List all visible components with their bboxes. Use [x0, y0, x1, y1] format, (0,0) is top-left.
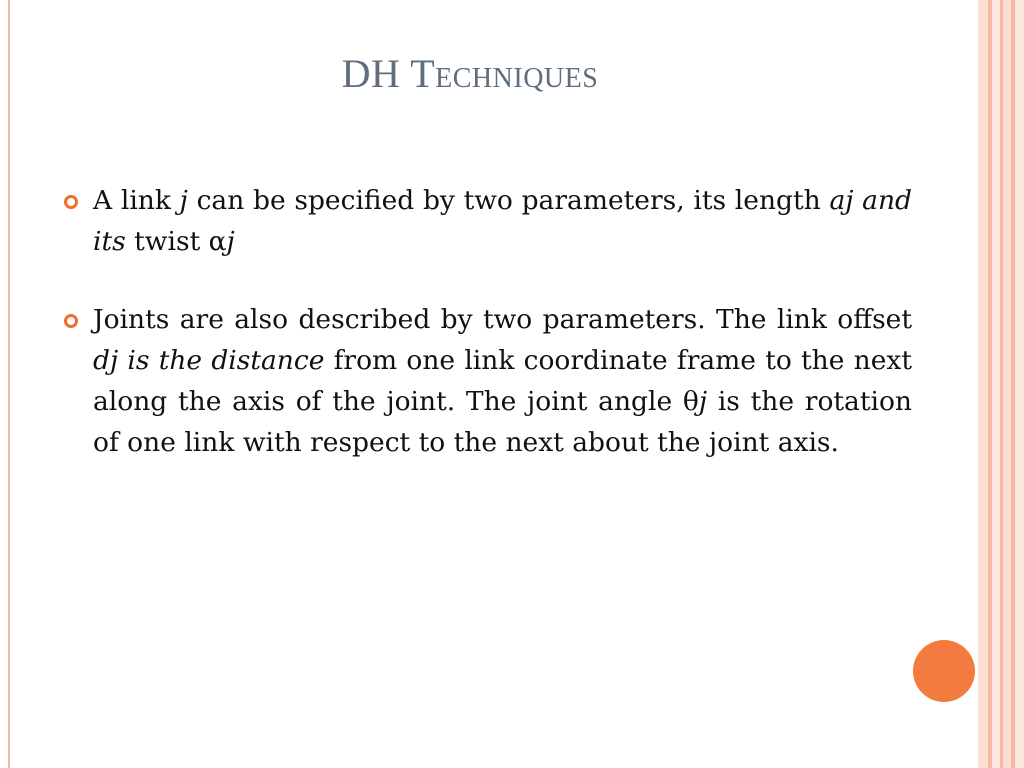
bullet-text-part: twist α [125, 226, 227, 257]
bullet-text-part: is the rotation of one link with respect to the next about the joint axis. [93, 386, 912, 458]
decorative-orb [913, 640, 975, 702]
bullet-circle-icon [64, 314, 78, 328]
bullet-text-part: A link [93, 185, 180, 216]
bullet-circle-icon [64, 195, 78, 209]
left-frame-line [8, 0, 10, 768]
bullet-text-part: Joints are also described by two parameters. The link offset [93, 304, 912, 335]
right-frame-stripe [992, 0, 1000, 768]
right-frame-stripe [978, 0, 988, 768]
bullet-text-part: j [179, 185, 188, 216]
bullet-text-part: dj is the distance [93, 345, 325, 376]
bullet-text-part: j [698, 386, 708, 417]
bullet-text-part: from one link coordinate frame to the next along the axis of the joint. The joint angle θ [93, 345, 912, 417]
slide-content [60, 180, 912, 500]
right-frame-stripe [1003, 0, 1011, 768]
slide-title: DH Techniques [341, 51, 599, 96]
bullet-text-part: aj and its [93, 185, 912, 257]
bullet-item [60, 180, 912, 262]
right-frame-stripe [1015, 0, 1024, 768]
bullet-text-part: j [226, 226, 235, 257]
bullet-item [60, 299, 912, 463]
bullet-text-part: can be specified by two parameters, its length [187, 185, 830, 216]
